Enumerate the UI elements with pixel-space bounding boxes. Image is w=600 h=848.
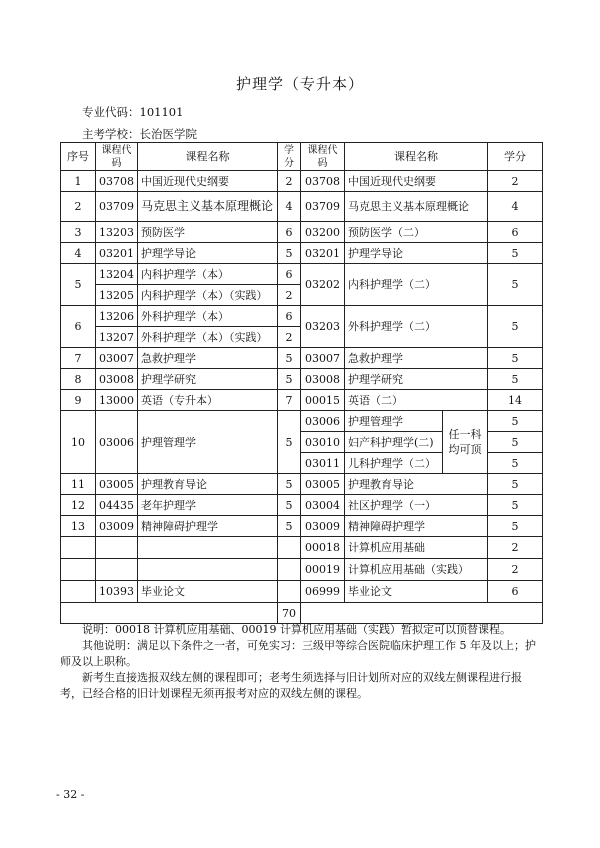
- cell-seq: 4: [61, 243, 96, 264]
- cell-name-old: 急救护理学: [345, 348, 488, 369]
- table-header-row: [61, 143, 543, 171]
- cell-credit: 5: [278, 516, 301, 537]
- cell-credit: 6: [278, 222, 301, 243]
- table-row: [61, 411, 543, 432]
- cell-code-old: 03203: [301, 306, 345, 348]
- cell-credit-old: 5: [488, 495, 543, 516]
- cell-code-old: 03009: [301, 516, 345, 537]
- table-row: [61, 474, 543, 495]
- cell-code: 03009: [96, 516, 138, 537]
- cell-code: 13204: [96, 264, 138, 285]
- cell-name: 毕业论文: [138, 581, 278, 603]
- cell-name: 外科护理学（本）: [138, 306, 278, 327]
- cell-seq: 11: [61, 474, 96, 495]
- cell-name-old: 护理管理学: [345, 411, 443, 432]
- cell-name: 预防医学: [138, 222, 278, 243]
- table-row: [61, 171, 543, 192]
- cell-name-old: 计算机应用基础（实践）: [345, 559, 488, 581]
- table-row: [61, 537, 543, 559]
- cell-credit: [278, 581, 301, 603]
- table-row: [61, 559, 543, 581]
- cell-name: [138, 537, 278, 559]
- cell-seq: 3: [61, 222, 96, 243]
- header-code: 课程代码: [96, 143, 138, 171]
- cell-name: 精神障碍护理学: [138, 516, 278, 537]
- cell-code-old: 03005: [301, 474, 345, 495]
- cell-seq: 10: [61, 411, 96, 474]
- table-row: [61, 306, 543, 327]
- cell-name: 护理管理学: [138, 411, 278, 474]
- cell-credit-old: 2: [488, 559, 543, 581]
- cell-code: 03709: [96, 192, 138, 222]
- header-name: 课程名称: [138, 143, 278, 171]
- cell-code-old: 03201: [301, 243, 345, 264]
- cell-credit: 2: [278, 285, 301, 306]
- cell-credit-old: 5: [488, 369, 543, 390]
- cell-name-old: 中国近现代史纲要: [345, 171, 488, 192]
- cell-credit-old: 6: [488, 581, 543, 603]
- cell-code: 03008: [96, 369, 138, 390]
- cell-credit: 5: [278, 495, 301, 516]
- cell-code: 03006: [96, 411, 138, 474]
- cell-code-old: 03708: [301, 171, 345, 192]
- cell-code-old: 06999: [301, 581, 345, 603]
- cell-credit: 6: [278, 264, 301, 285]
- notes-section: [60, 622, 542, 702]
- cell-code: 13205: [96, 285, 138, 306]
- cell-seq: 13: [61, 516, 96, 537]
- page-title: 护理学（专升本）: [235, 75, 364, 93]
- table-row: [61, 495, 543, 516]
- cell-seq: 7: [61, 348, 96, 369]
- cell-code-old: 03202: [301, 264, 345, 306]
- cell-name-old: 计算机应用基础: [345, 537, 488, 559]
- cell-seq: 9: [61, 390, 96, 411]
- cell-name-old: 护理教育导论: [345, 474, 488, 495]
- cell-code-old: 03709: [301, 192, 345, 222]
- cell-credit: 6: [278, 306, 301, 327]
- cell-credit-old: 5: [488, 264, 543, 306]
- cell-credit-old: 5: [488, 474, 543, 495]
- course-table: [60, 142, 543, 624]
- cell-credit-old: 5: [488, 516, 543, 537]
- cell-credit: 7: [278, 390, 301, 411]
- cell-credit-old: 5: [488, 306, 543, 348]
- header-name-old: 课程名称: [345, 143, 488, 171]
- cell-code-old: 00015: [301, 390, 345, 411]
- cell-credit-old: 2: [488, 171, 543, 192]
- cell-credit-old: 5: [488, 411, 543, 432]
- total-blank-left: [61, 603, 278, 624]
- total-row: [61, 603, 543, 624]
- note-registration: 新考生直接选报双线左侧的课程即可；老考生须选择与旧计划所对应的双线左侧课程进行报考，已经合格的旧计划课程无须再报考对应的双线左侧的课程。: [60, 671, 522, 700]
- total-blank-right: [301, 603, 543, 624]
- cell-code: 04435: [96, 495, 138, 516]
- header-code-old: 课程代码: [301, 143, 345, 171]
- main-school: 主考学校：长治医学院: [82, 127, 197, 141]
- cell-code: 13000: [96, 390, 138, 411]
- header-credit: 学分: [278, 143, 301, 171]
- cell-code: 03005: [96, 474, 138, 495]
- cell-seq: [61, 559, 96, 581]
- cell-code: [96, 559, 138, 581]
- table-row: [61, 369, 543, 390]
- cell-seq: [61, 581, 96, 603]
- cell-name: 护理学研究: [138, 369, 278, 390]
- cell-credit: 5: [278, 348, 301, 369]
- cell-credit: 5: [278, 243, 301, 264]
- table-row: [61, 516, 543, 537]
- cell-name-old: 社区护理学（一）: [345, 495, 488, 516]
- table-row: [61, 348, 543, 369]
- cell-credit: [278, 537, 301, 559]
- cell-credit-old: 5: [488, 243, 543, 264]
- cell-credit-old: 14: [488, 390, 543, 411]
- cell-code-old: 03008: [301, 369, 345, 390]
- cell-credit-old: 5: [488, 348, 543, 369]
- cell-name-old: 马克思主义基本原理概论: [345, 192, 488, 222]
- cell-seq: 5: [61, 264, 96, 306]
- cell-credit-old: 5: [488, 432, 543, 453]
- cell-name-old: 护理学导论: [345, 243, 488, 264]
- cell-name: 中国近现代史纲要: [138, 171, 278, 192]
- cell-code-old: 03011: [301, 453, 345, 474]
- cell-code-old: 03004: [301, 495, 345, 516]
- cell-name-old: 外科护理学（二）: [345, 306, 488, 348]
- cell-seq: 12: [61, 495, 96, 516]
- cell-name: [138, 559, 278, 581]
- cell-name: 老年护理学: [138, 495, 278, 516]
- table-row: [61, 222, 543, 243]
- cell-name: 护理教育导论: [138, 474, 278, 495]
- cell-code: [96, 537, 138, 559]
- cell-name: 护理学导论: [138, 243, 278, 264]
- cell-code: 03007: [96, 348, 138, 369]
- major-code: 专业代码：101101: [82, 105, 184, 119]
- cell-credit-old: 2: [488, 537, 543, 559]
- cell-credit-old: 6: [488, 222, 543, 243]
- cell-code-old: 00018: [301, 537, 345, 559]
- cell-credit: 5: [278, 474, 301, 495]
- cell-name: 急救护理学: [138, 348, 278, 369]
- cell-seq: 2: [61, 192, 96, 222]
- cell-credit: 4: [278, 192, 301, 222]
- header-credit-old: 学分: [488, 143, 543, 171]
- table-row: [61, 243, 543, 264]
- cell-name-old: 护理学研究: [345, 369, 488, 390]
- cell-name-old: 英语（二）: [345, 390, 488, 411]
- note-internship-exemption: 其他说明：满足以下条件之一者，可免实习：三级甲等综合医院临床护理工作 5 年及以上；护师及以上职称。: [60, 639, 536, 668]
- cell-seq: 6: [61, 306, 96, 348]
- cell-code-old: 03200: [301, 222, 345, 243]
- cell-code: 10393: [96, 581, 138, 603]
- cell-name-old: 精神障碍护理学: [345, 516, 488, 537]
- cell-credit: 5: [278, 369, 301, 390]
- cell-credit: 5: [278, 411, 301, 474]
- table-row: [61, 390, 543, 411]
- cell-code-old: 00019: [301, 559, 345, 581]
- table-row: [61, 264, 543, 285]
- cell-code-old: 03010: [301, 432, 345, 453]
- page-number: - 32 -: [56, 788, 85, 801]
- cell-credit: [278, 559, 301, 581]
- cell-credit: 2: [278, 327, 301, 348]
- table-row: [61, 581, 543, 603]
- cell-name-old: 妇产科护理学(二): [345, 432, 443, 453]
- cell-credit: 2: [278, 171, 301, 192]
- table-row: [61, 192, 543, 222]
- cell-code: 13203: [96, 222, 138, 243]
- header-seq: 序号: [61, 143, 96, 171]
- cell-name-old: 儿科护理学（二）: [345, 453, 443, 474]
- cell-code: 13207: [96, 327, 138, 348]
- total-credit: 70: [278, 603, 301, 624]
- cell-seq: 1: [61, 171, 96, 192]
- cell-code: 03201: [96, 243, 138, 264]
- cell-code-old: 03006: [301, 411, 345, 432]
- cell-code: 03708: [96, 171, 138, 192]
- cell-name: 内科护理学（本）（实践）: [138, 285, 278, 306]
- cell-name: 英语（专升本）: [138, 390, 278, 411]
- cell-credit-old: 5: [488, 453, 543, 474]
- cell-code-old: 03007: [301, 348, 345, 369]
- cell-name-old: 预防医学（二）: [345, 222, 488, 243]
- cell-name-old: 内科护理学（二）: [345, 264, 488, 306]
- note-substitution: 说明：00018 计算机应用基础、00019 计算机应用基础（实践）暂拟定可以顶替课程。: [82, 623, 511, 636]
- cell-credit-old: 4: [488, 192, 543, 222]
- cell-name: 马克思主义基本原理概论: [138, 192, 278, 222]
- cell-name: 外科护理学（本）（实践）: [138, 327, 278, 348]
- cell-seq: 8: [61, 369, 96, 390]
- cell-name-old: 毕业论文: [345, 581, 488, 603]
- cell-code: 13206: [96, 306, 138, 327]
- cell-name: 内科护理学（本）: [138, 264, 278, 285]
- cell-substitute-note: 任一科均可顶: [443, 411, 488, 474]
- cell-seq: [61, 537, 96, 559]
